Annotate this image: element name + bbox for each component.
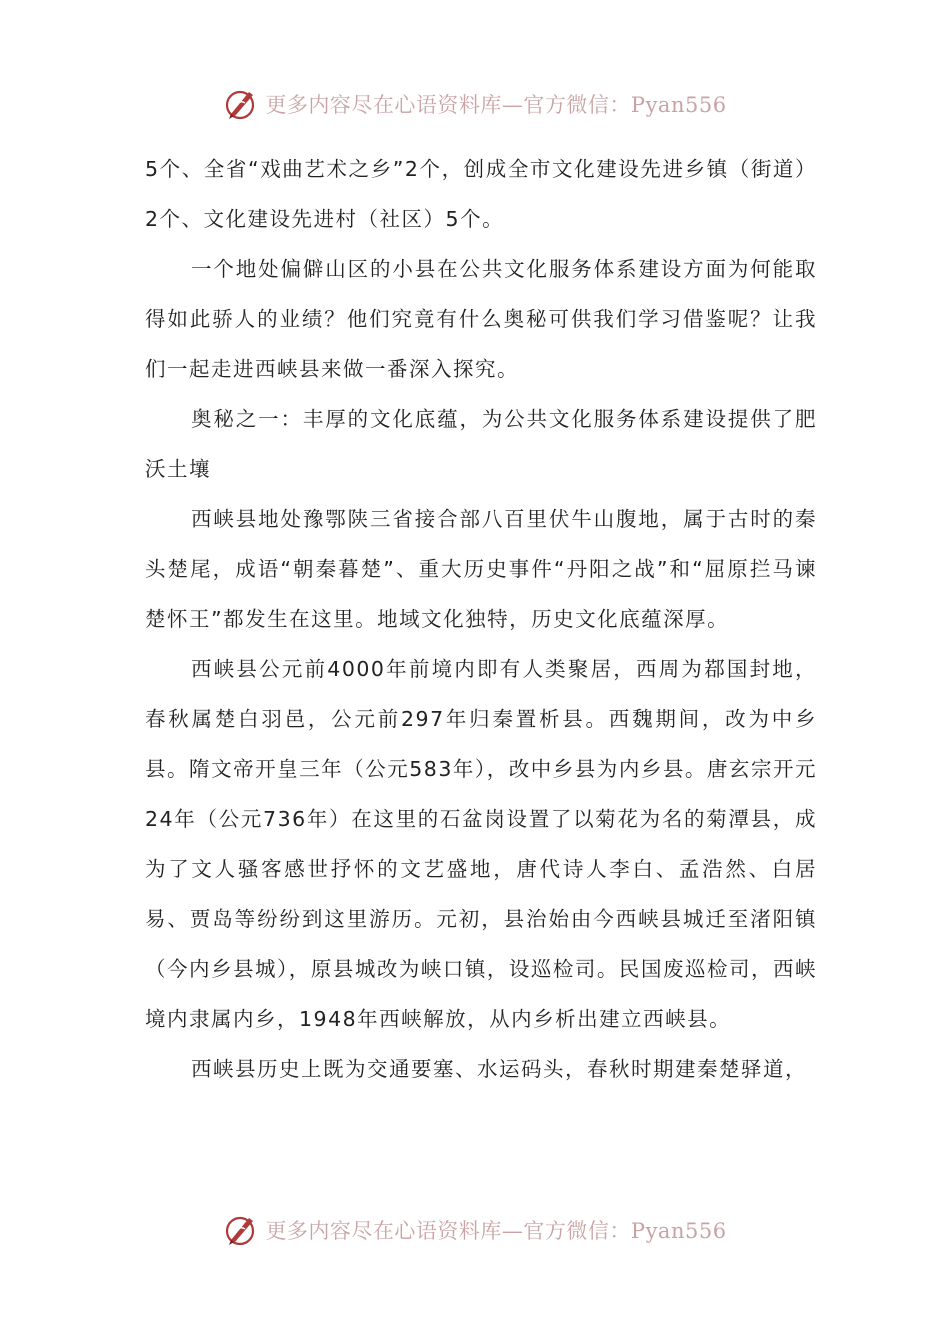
section-heading: 奥秘之一：丰厚的文化底蕴，为公共文化服务体系建设提供了肥沃土壤	[145, 407, 817, 481]
paragraph-2: 一个地处偏僻山区的小县在公共文化服务体系建设方面为何能取得如此骄人的业绩？他们究竟有什么奥秘可供我们学习借鉴呢？让我们一起走进西峡县来做一番深入探究。	[145, 257, 817, 381]
paragraph-5: 西峡县历史上既为交通要塞、水运码头，春秋时期建秦楚驿道，	[191, 1057, 807, 1081]
pen-logo-icon	[223, 1212, 259, 1248]
paragraph-1: 5个、全省“戏曲艺术之乡”2个，创成全市文化建设先进乡镇（街道）2个、文化建设先进村（社区）5个。	[145, 157, 817, 231]
document-body	[145, 144, 817, 1094]
header-watermark	[0, 84, 950, 124]
paragraph-4: 西峡县公元前4000年前境内即有人类聚居，西周为鄀国封地，春秋属楚白羽邑，公元前297年归秦置析县。西魏期间，改为中乡县。隋文帝开皇三年（公元583年），改中乡县为内乡县。唐玄宗开元24年（公元736年）在这里的石盆岗设置了以菊花为名的菊潭县，成为了文人骚客感世抒怀的文艺盛地，唐代诗人李白、孟浩然、白居易、贾岛等纷纷到这里游历。元初，县治始由今西峡县城迁至渚阳镇（今内乡县城），原县城改为峡口镇，设巡检司。民国废巡检司，西峡境内隶属内乡，1948年西峡解放，从内乡析出建立西峡县。	[145, 657, 817, 1031]
paragraph-3: 西峡县地处豫鄂陕三省接合部八百里伏牛山腹地，属于古时的秦头楚尾，成语“朝秦暮楚”、重大历史事件“丹阳之战”和“屈原拦马谏楚怀王”都发生在这里。地域文化独特，历史文化底蕴深厚。	[145, 507, 817, 631]
footer-watermark-text: 更多内容尽在心语资料库—官方微信：Pyan556	[265, 1219, 727, 1243]
footer-watermark	[0, 1210, 950, 1250]
pen-logo-icon	[223, 86, 259, 122]
header-watermark-text: 更多内容尽在心语资料库—官方微信：Pyan556	[265, 93, 727, 117]
